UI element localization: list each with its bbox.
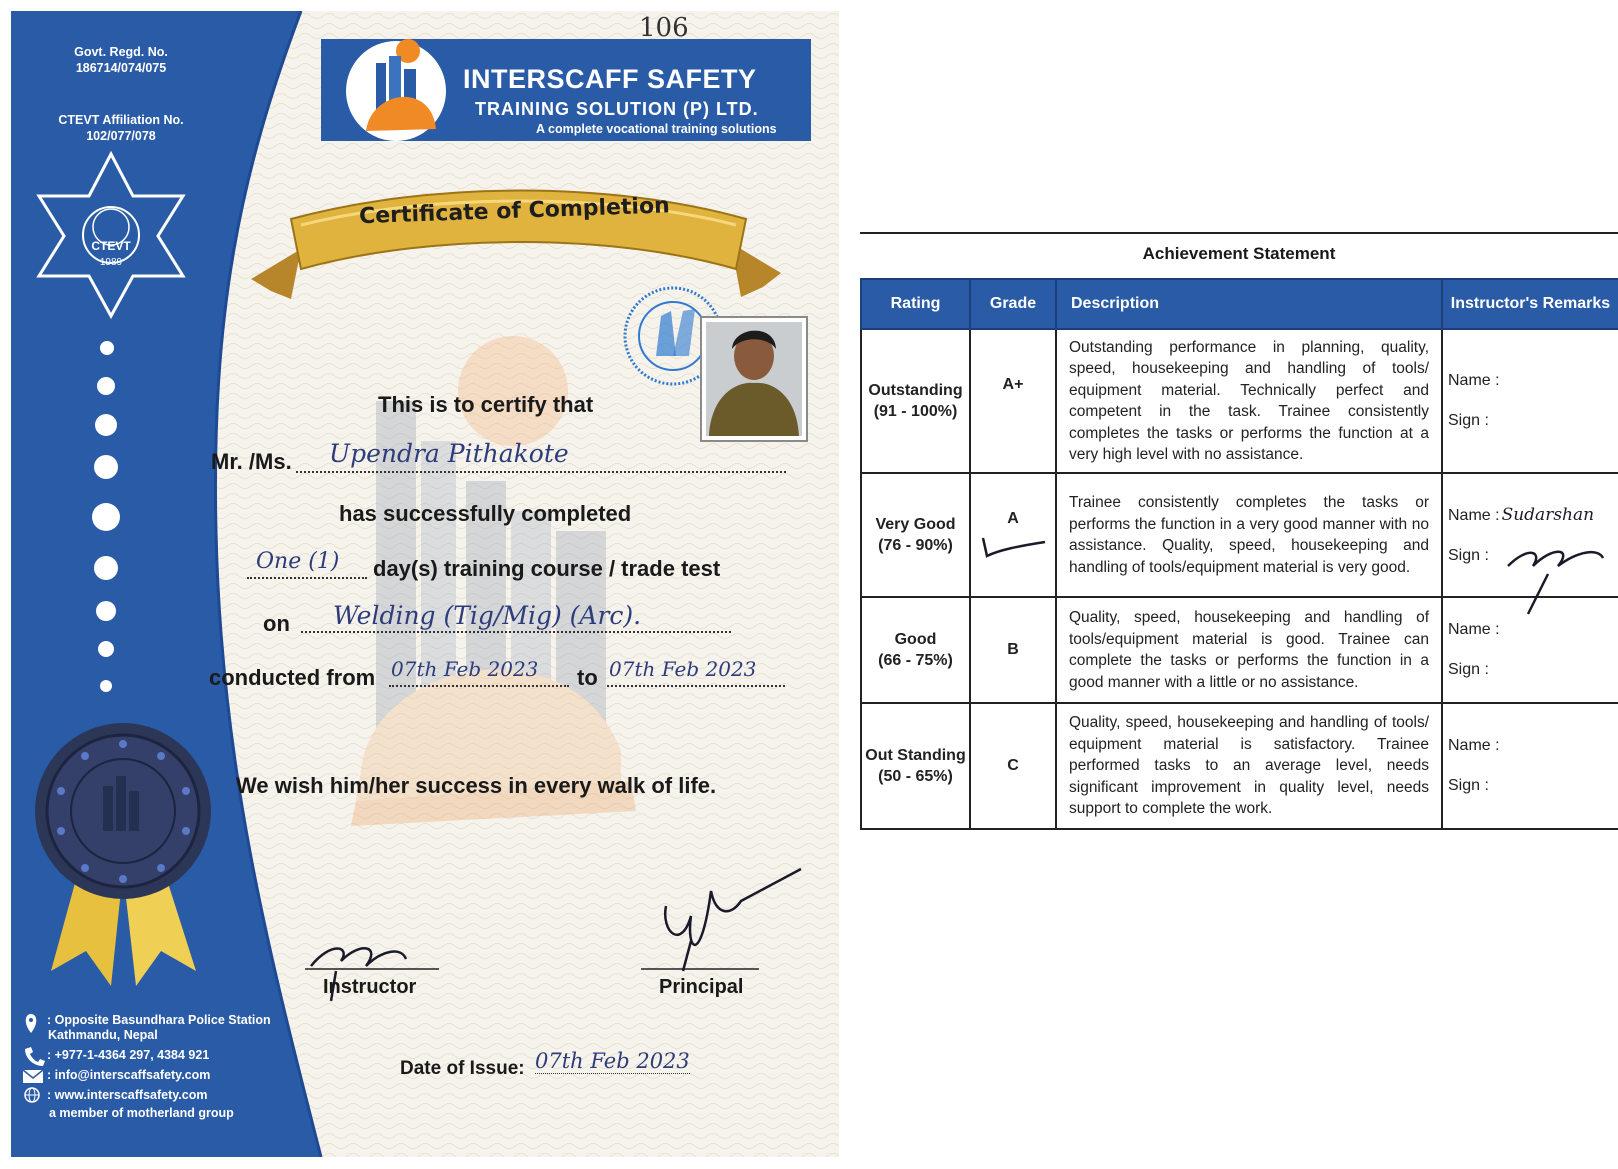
- table-row: [861, 597, 1618, 703]
- tick-mark-icon: [979, 526, 1049, 562]
- certificate-page: [11, 11, 839, 1157]
- grade-cell: C: [970, 703, 1056, 829]
- remarks-name-label: Name :: [1448, 621, 1500, 638]
- grade-cell: [970, 473, 1056, 597]
- on-label: on: [263, 611, 290, 636]
- header-grade: Grade: [970, 279, 1056, 329]
- certify-line: This is to certify that: [378, 392, 594, 417]
- to-date: 07th Feb 2023: [609, 657, 757, 681]
- to-label: to: [577, 665, 598, 690]
- member-of-group: a member of motherland group: [49, 1106, 234, 1120]
- rating-range: (91 - 100%): [873, 403, 958, 420]
- remarks-name-label: Name :: [1448, 737, 1500, 754]
- rating-cell: [861, 597, 970, 703]
- govt-regd-block: [51, 44, 191, 76]
- rating-name: Outstanding: [868, 382, 963, 399]
- grade-cell: B: [970, 597, 1056, 703]
- instructor-label: Instructor: [323, 976, 417, 998]
- remarks-sign-label: Sign :: [1448, 777, 1489, 794]
- remarks-sign-label: Sign :: [1448, 661, 1489, 678]
- instructor-name-signature: Sudarshan: [1501, 504, 1595, 525]
- phone-number: : +977-1-4364 297, 4384 921: [47, 1048, 210, 1062]
- rating-name: Very Good: [875, 516, 956, 533]
- remarks-name-label: Name : Sudarshan: [1448, 504, 1595, 525]
- description-cell: Quality, speed, housekeeping and handling of tools/equipment material is good. Trainee can complete the tasks or performs the function in a good manner with a little or no assistance.: [1056, 597, 1442, 703]
- rating-cell: [861, 703, 970, 829]
- course-name: Welding (Tig/Mig) (Arc).: [333, 601, 642, 630]
- table-row: [861, 473, 1618, 597]
- remarks-sign-label: Sign :: [1448, 412, 1489, 429]
- grade-value: A: [1007, 510, 1019, 527]
- email-address: : info@interscaffsafety.com: [47, 1068, 211, 1082]
- description-cell: Outstanding performance in planning, quality, speed, housekeeping and handling of tools/ equipment material. Technically perfect and competent in the task. Trainee consistently completes the tasks or performs the function at a very high level with no assistance.: [1056, 329, 1442, 473]
- header-description: Description: [1056, 279, 1442, 329]
- conducted-label: conducted from: [209, 665, 376, 690]
- rating-range: (76 - 90%): [878, 537, 953, 554]
- remarks-cell: [1442, 703, 1618, 829]
- ctevt-affiliation-number: 102/077/078: [86, 129, 156, 143]
- ctevt-affiliation-label: CTEVT Affiliation No.: [58, 113, 184, 127]
- remarks-name-label: Name :: [1448, 372, 1500, 389]
- table-row: [861, 703, 1618, 829]
- company-tagline: A complete vocational training solutions: [536, 122, 777, 136]
- description-cell: Quality, speed, housekeeping and handling of tools/ equipment material is satisfactory. Trainee performed tasks to an average level, needs significant improvement in quality level, needs support to complete the work.: [1056, 703, 1442, 829]
- remarks-cell: [1442, 473, 1618, 597]
- principal-label: Principal: [659, 976, 744, 998]
- duration-text: day(s) training course / trade test: [373, 556, 721, 581]
- rating-name: Good: [894, 631, 937, 648]
- website: : www.interscaffsafety.com: [47, 1088, 208, 1102]
- header-rating: Rating: [861, 279, 970, 329]
- table-header-row: [861, 279, 1618, 329]
- ctevt-emblem-name: CTEVT: [91, 239, 131, 253]
- date-of-issue: 07th Feb 2023: [535, 1049, 690, 1073]
- certificate-title: Certificate of Completion: [358, 193, 671, 230]
- header-instructor-remarks: Instructor's Remarks: [1442, 279, 1618, 329]
- table-row: [861, 329, 1618, 473]
- remarks-sign-label: Sign :: [1448, 546, 1489, 564]
- description-cell: Trainee consistently completes the tasks or performs the function in a very good manner with no assistance. Quality, speed, housekeeping and handling of tools/equipment material is very good.: [1056, 473, 1442, 597]
- date-of-issue-label: Date of Issue:: [400, 1058, 525, 1079]
- duration-value: One (1): [256, 549, 340, 574]
- address-line-1: : Opposite Basundhara Police Station: [47, 1013, 271, 1027]
- rating-cell: [861, 329, 970, 473]
- remarks-cell: [1442, 329, 1618, 473]
- ctevt-affiliation-block: [41, 112, 201, 144]
- govt-regd-label: Govt. Regd. No.: [74, 45, 168, 59]
- grade-cell: A+: [970, 329, 1056, 473]
- completed-line: has successfully completed: [339, 501, 632, 526]
- wish-line: We wish him/her success in every walk of life.: [236, 773, 717, 798]
- achievement-table: [860, 278, 1618, 830]
- from-date: 07th Feb 2023: [391, 657, 539, 681]
- rating-cell: [861, 473, 970, 597]
- achievement-statement: [860, 232, 1618, 842]
- company-name: INTERSCAFF SAFETY: [463, 64, 757, 94]
- recipient-name: Upendra Pithakote: [329, 439, 569, 468]
- govt-regd-number: 186714/074/075: [75, 61, 167, 75]
- ctevt-emblem-year: 1989: [99, 257, 123, 268]
- serial-number: 106: [639, 13, 689, 43]
- rating-name: Out Standing: [865, 747, 966, 764]
- remarks-cell: [1442, 597, 1618, 703]
- salutation: Mr. /Ms.: [211, 449, 292, 474]
- address-line-2: Kathmandu, Nepal: [48, 1028, 158, 1042]
- rating-range: (50 - 65%): [878, 768, 953, 785]
- company-subtitle: TRAINING SOLUTION (P) LTD.: [475, 99, 759, 119]
- rating-range: (66 - 75%): [878, 652, 953, 669]
- statement-title: Achievement Statement: [1142, 244, 1336, 263]
